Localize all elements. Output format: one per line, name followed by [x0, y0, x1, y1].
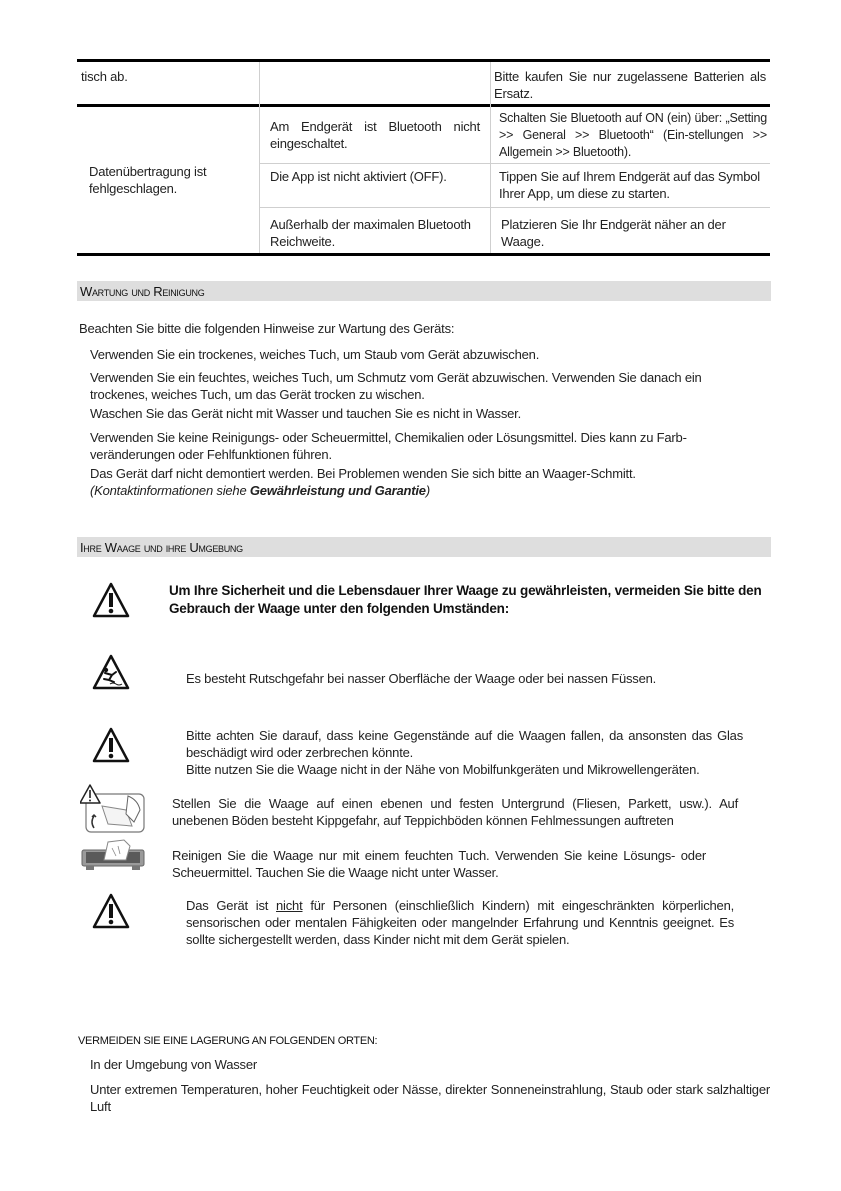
table-cell-solution: Tippen Sie auf Ihrem Endgerät auf das Symbol Ihrer App, um diese zu starten. [499, 169, 760, 201]
table-col-divider [259, 62, 260, 253]
maintenance-contact-note [90, 482, 770, 499]
contact-note-suffix: ) [425, 483, 430, 498]
warning-text-radio: Bitte nutzen Sie die Waage nicht in der Nähe von Mobilfunkgeräten und Mikrowellengeräten. [186, 762, 700, 777]
table-row-rule [77, 104, 770, 107]
table-bottom-rule [77, 253, 770, 256]
storage-item: Unter extremen Temperaturen, hoher Feuchtigkeit oder Nässe, direkter Sonneneinstrahlung, Staub oder stark salzhaltiger Luft [90, 1082, 770, 1114]
table-top-rule [77, 59, 770, 62]
slip-hazard-icon [92, 654, 130, 690]
table-cell-solution: Schalten Sie Bluetooth auf ON (ein) über: „Setting >> General >> Bluetooth“ (Ein-stellungen >> Allgemein >> Bluetooth). [499, 111, 767, 159]
warning-text-slip: Es besteht Rutschgefahr bei nasser Oberfläche der Waage oder bei nassen Füssen. [186, 671, 657, 686]
maintenance-item: Verwenden Sie ein feuchtes, weiches Tuch, um Schmutz vom Gerät abzuwischen. Verwenden Sie danach ein trockenes, weiches Tuch, um das Gerät trocken zu wischen. [90, 370, 702, 402]
warranty-link[interactable]: Gewährleistung und Garantie [249, 483, 426, 498]
warning-triangle-icon [92, 582, 130, 618]
maintenance-intro: Beachten Sie bitte die folgenden Hinweise zur Wartung des Geräts: [79, 321, 455, 336]
storage-title: VERMEIDEN SIE EINE LAGERUNG AN FOLGENDEN ORTEN: [78, 1035, 378, 1047]
table-cell-cause: Am Endgerät ist Bluetooth nicht eingeschaltet. [270, 119, 480, 151]
section-title: Wartung und Reinigung [80, 284, 205, 299]
environment-lead: Um Ihre Sicherheit und die Lebensdauer Ihrer Waage zu gewährleisten, vermeiden Sie bitte den Gebrauch der Waage unter den folgenden Umständen: [169, 583, 762, 616]
table-cell-cause: Die App ist nicht aktiviert (OFF). [270, 169, 447, 184]
warning-text-glass: Bitte achten Sie darauf, dass keine Gegenstände auf die Waagen fallen, da ansonsten das Glas beschädigt wird oder zerbrechen könnte. [186, 728, 743, 760]
storage-item: In der Umgebung von Wasser [90, 1057, 258, 1072]
warning-triangle-icon [92, 727, 130, 763]
table-cell-problem: Datenübertragung ist fehlgeschlagen. [89, 164, 207, 196]
contact-note-prefix: (Kontaktinformationen siehe [90, 483, 250, 498]
table-cell-problem: tisch ab. [81, 69, 128, 84]
maintenance-item: Waschen Sie das Gerät nicht mit Wasser und tauchen Sie es nicht in Wasser. [90, 406, 522, 421]
table-cell-solution: Platzieren Sie Ihr Endgerät näher an der Waage. [501, 217, 726, 249]
maintenance-item: Verwenden Sie ein trockenes, weiches Tuch, um Staub vom Gerät abzuwischen. [90, 347, 540, 362]
cleaning-cloth-icon [80, 838, 146, 874]
warning-text-surface: Stellen Sie die Waage auf einen ebenen und festen Untergrund (Fliesen, Parkett, usw.). Auf unebenen Böden besteht Kippgefahr, auf Teppichböden können Fehlmessungen auftreten [172, 796, 738, 828]
children-text-emphasis: nicht [276, 898, 303, 913]
section-header-environment [77, 537, 771, 557]
warning-text-cleaning: Reinigen Sie die Waage nur mit einem feuchten Tuch. Verwenden Sie keine Lösungs- oder Scheuermittel. Tauchen Sie die Waage nicht unter Wasser. [172, 848, 706, 880]
children-text-suffix: für Personen (einschließlich Kindern) mit eingeschränkten körperlichen, sensorischen oder mentalen Fähigkeiten oder mangelnder Erfahrung und Kenntnis geeignet. Es sollte sichergestellt werden, dass Kinder nicht mit dem Gerät spielen. [186, 898, 735, 947]
maintenance-item: Verwenden Sie keine Reinigungs- oder Scheuermittel, Chemikalien oder Lösungsmittel. Dies kann zu Farb-veränderungen oder Fehlfunktionen führen. [90, 430, 687, 462]
section-title: Ihre Waage und ihre Umgebung [80, 540, 243, 555]
table-cell-cause: Außerhalb der maximalen Bluetooth Reichweite. [270, 217, 471, 249]
table-col-divider [490, 62, 491, 253]
table-row-divider [260, 163, 770, 164]
children-text-prefix: Das Gerät ist [186, 898, 277, 913]
section-header-maintenance [77, 281, 771, 301]
maintenance-item: Das Gerät darf nicht demontiert werden. Bei Problemen wenden Sie sich bitte an Waager-Schmitt. [90, 466, 636, 481]
table-row-divider [260, 207, 770, 208]
table-cell-solution: Bitte kaufen Sie nur zugelassene Batterien als Ersatz. [494, 69, 766, 101]
tilt-hazard-icon [80, 784, 146, 834]
warning-triangle-icon [92, 893, 130, 929]
warning-text-children [186, 897, 734, 948]
